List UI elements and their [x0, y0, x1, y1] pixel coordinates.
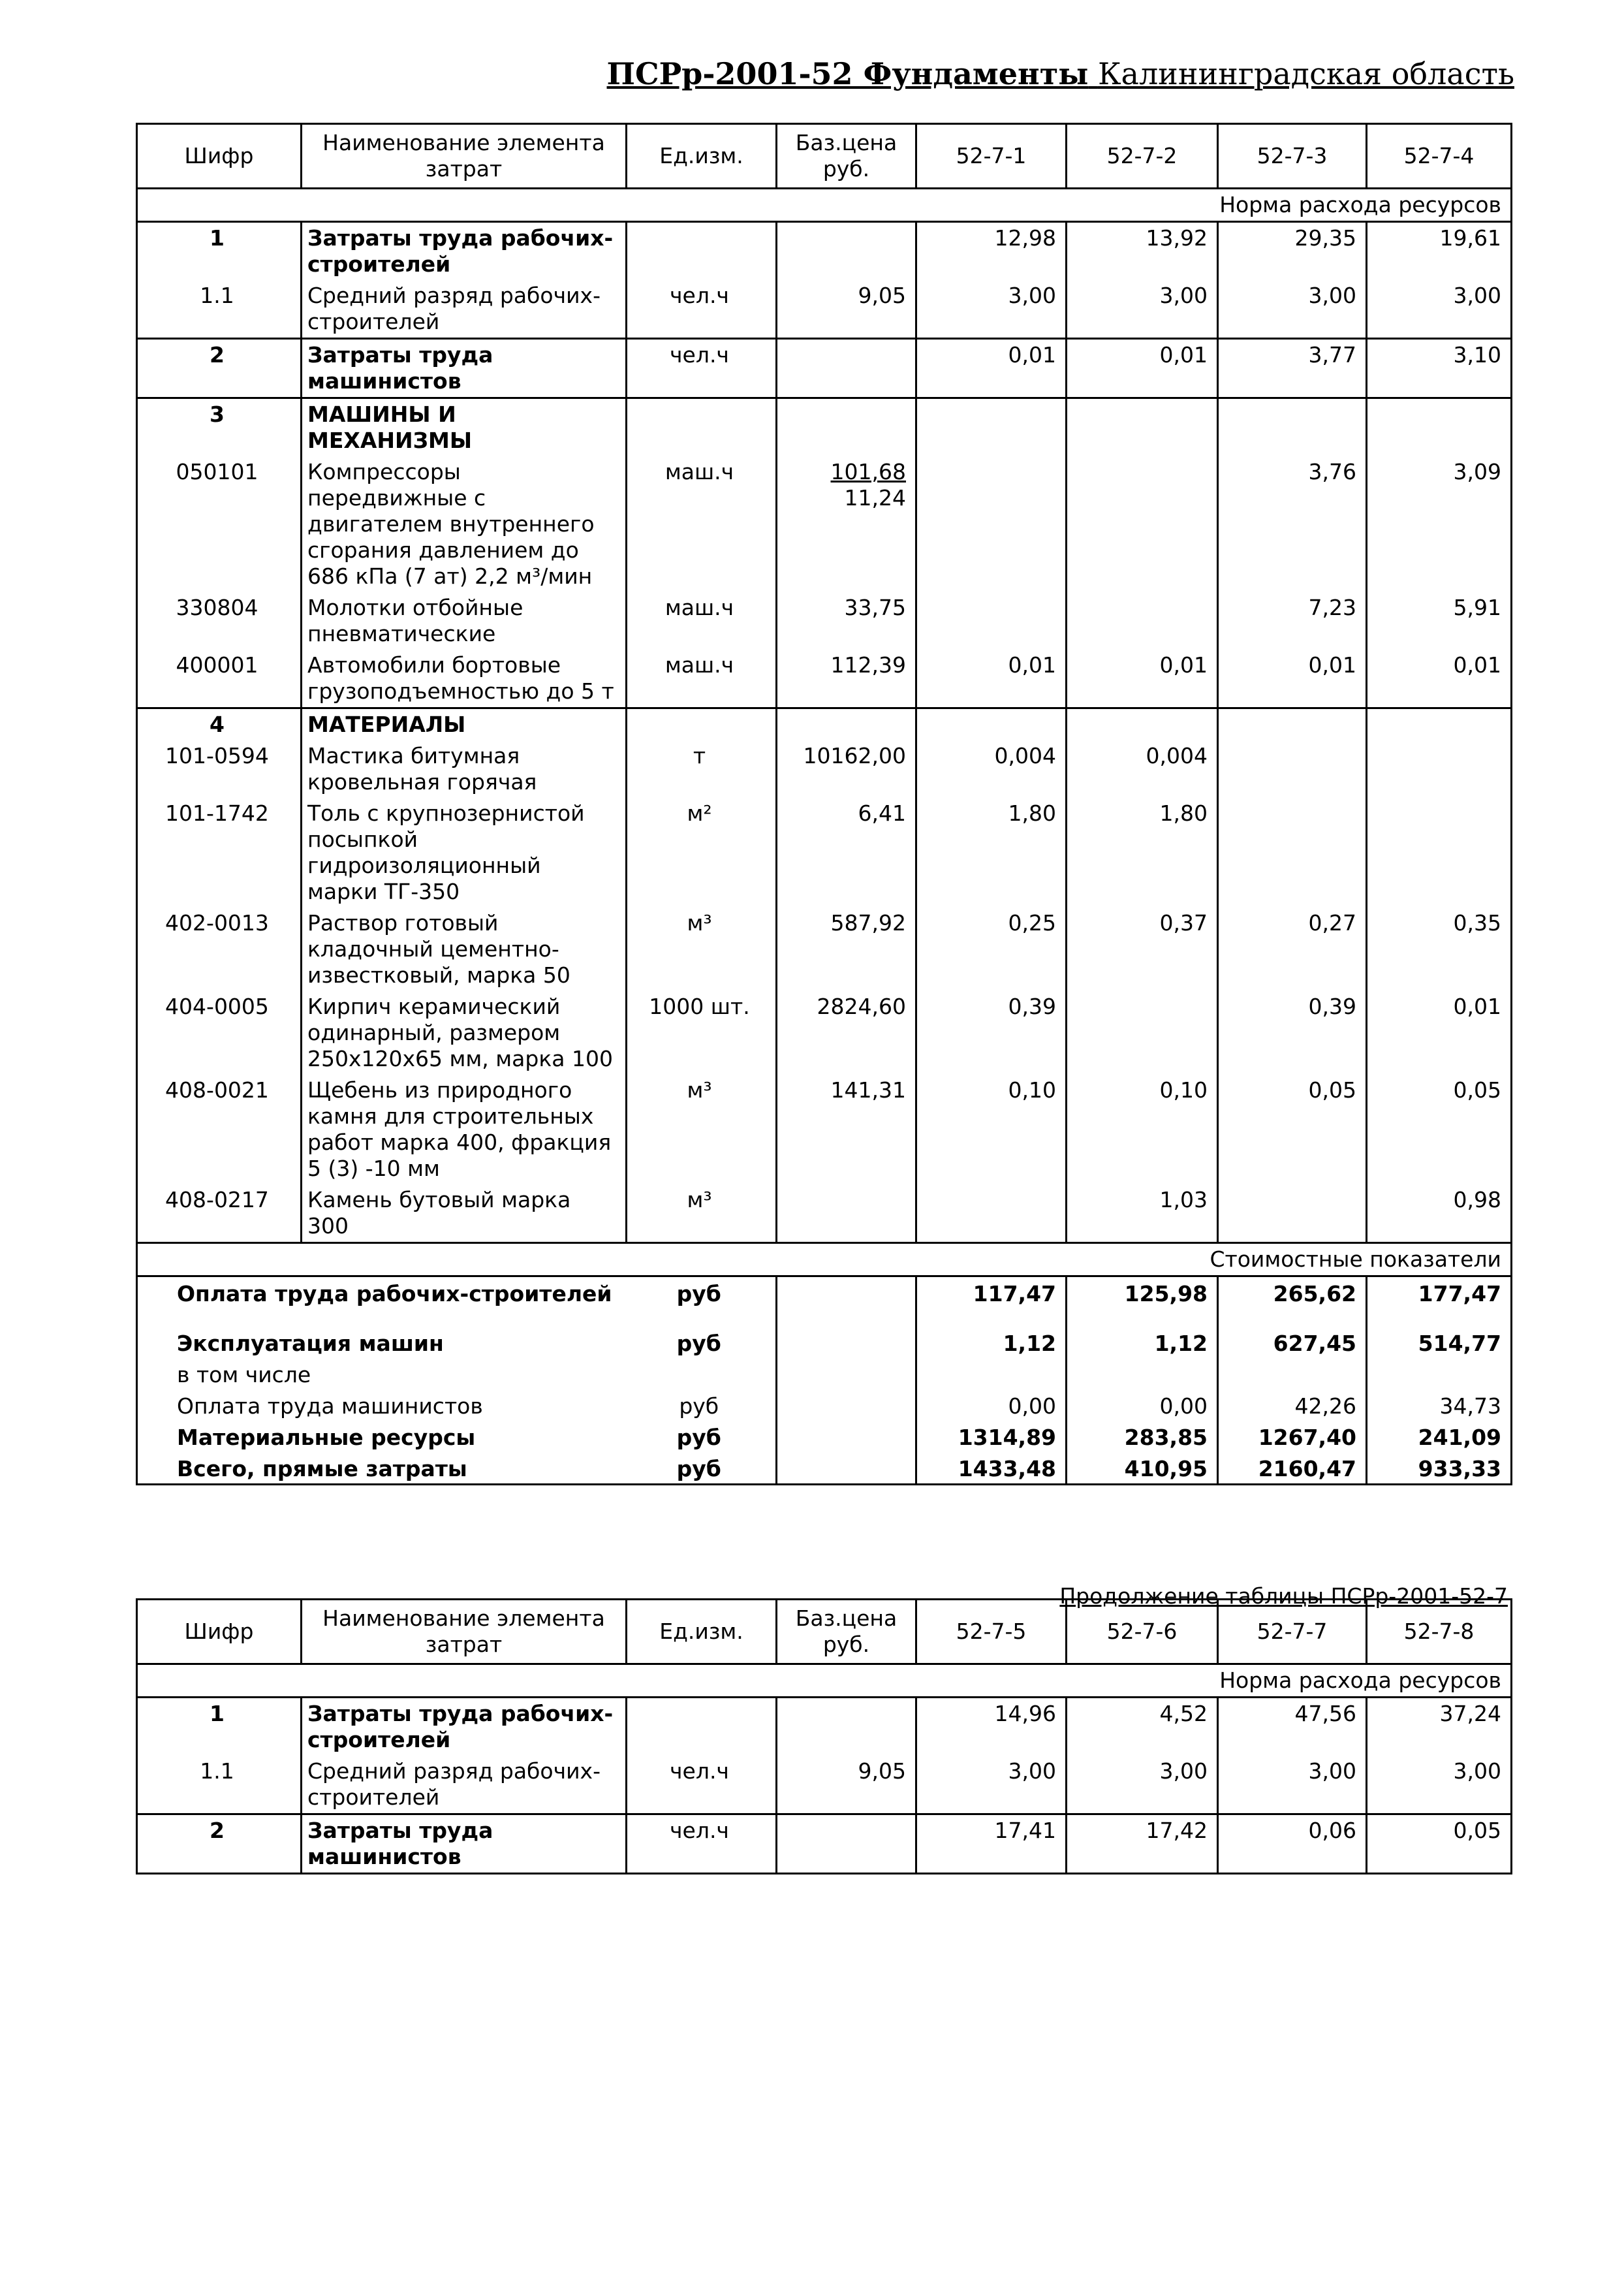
summary-value — [1218, 1358, 1367, 1389]
cell-value — [1367, 398, 1512, 457]
table-row — [137, 280, 1512, 339]
summary-row — [137, 1389, 1512, 1421]
price-value: 2824,60 — [817, 994, 906, 1019]
cell-price — [777, 1184, 916, 1243]
cell-value — [916, 456, 1067, 592]
table-row — [137, 1814, 1512, 1874]
cell-name: Молотки отбойные пневматические — [302, 592, 627, 650]
cell-value — [916, 1184, 1067, 1243]
summary-row — [137, 1358, 1512, 1389]
cell-value — [1067, 708, 1218, 741]
table-row — [137, 1075, 1512, 1184]
cell-price — [777, 650, 916, 708]
summary-value: 1433,48 — [916, 1452, 1067, 1485]
cell-price — [777, 398, 916, 457]
cell-code: 2 — [137, 1814, 302, 1874]
table-row — [137, 398, 1512, 457]
cell-value — [1067, 398, 1218, 457]
resource-table-1 — [136, 123, 1512, 1485]
cell-code: 3 — [137, 398, 302, 457]
table-row — [137, 339, 1512, 398]
cell-code: 1 — [137, 1698, 302, 1756]
cell-name: Раствор готовый кладочный цементно-известковый, марка 50 — [302, 908, 627, 991]
summary-value: 283,85 — [1067, 1421, 1218, 1452]
col-header-52-7-3: 52-7-3 — [1218, 124, 1367, 189]
price-value: 33,75 — [844, 595, 906, 620]
cell-unit: м³ — [627, 908, 777, 991]
cell-value: 14,96 — [916, 1698, 1067, 1756]
summary-value: 1,12 — [1067, 1308, 1218, 1358]
cell-value: 0,01 — [1367, 650, 1512, 708]
cell-value: 0,37 — [1067, 908, 1218, 991]
price-value: 587,92 — [830, 910, 906, 936]
summary-value: 627,45 — [1218, 1308, 1367, 1358]
cell-unit — [627, 398, 777, 457]
cell-code: 101-1742 — [137, 798, 302, 908]
cell-value: 3,00 — [1067, 1756, 1218, 1814]
cell-value: 0,01 — [1218, 650, 1367, 708]
summary-value: 241,09 — [1367, 1421, 1512, 1452]
summary-value: 265,62 — [1218, 1276, 1367, 1309]
summary-row — [137, 1276, 1512, 1309]
cell-unit: м² — [627, 798, 777, 908]
cell-value — [1218, 740, 1367, 798]
summary-value: 2160,47 — [1218, 1452, 1367, 1485]
cell-value: 0,98 — [1367, 1184, 1512, 1243]
cell-value: 0,39 — [916, 991, 1067, 1075]
summary-value: 933,33 — [1367, 1452, 1512, 1485]
cell-price — [777, 456, 916, 592]
cell-value: 0,05 — [1218, 1075, 1367, 1184]
summary-unit: руб — [627, 1276, 777, 1309]
cell-unit: чел.ч — [627, 280, 777, 339]
summary-value: 0,00 — [916, 1389, 1067, 1421]
summary-price-empty — [777, 1358, 916, 1389]
cell-value: 0,01 — [1067, 339, 1218, 398]
cell-unit: м³ — [627, 1075, 777, 1184]
cell-value: 0,25 — [916, 908, 1067, 991]
cell-unit: чел.ч — [627, 1756, 777, 1814]
cell-unit: 1000 шт. — [627, 991, 777, 1075]
cell-value — [916, 708, 1067, 741]
page-header — [607, 56, 1514, 91]
cell-name: Кирпич керамический одинарный, размером 250x120x65 мм, марка 100 — [302, 991, 627, 1075]
summary-price-empty — [777, 1276, 916, 1309]
cell-name: Компрессоры передвижные с двигателем внутреннего сгорания давлением до 686 кПа (7 ат) 2,2 м³/мин — [302, 456, 627, 592]
cell-value: 3,00 — [1367, 280, 1512, 339]
col-header-52-7-1: 52-7-1 — [916, 124, 1067, 189]
cell-value: 0,06 — [1218, 1814, 1367, 1874]
cell-value: 0,27 — [1218, 908, 1367, 991]
table-row — [137, 708, 1512, 741]
header-region: Калининградская область — [1097, 56, 1514, 91]
cell-unit — [627, 222, 777, 281]
price-value: 112,39 — [830, 652, 906, 678]
band-norms: Норма расхода ресурсов — [137, 189, 1512, 222]
band-row — [137, 1243, 1512, 1276]
summary-value: 34,73 — [1367, 1389, 1512, 1421]
summary-unit: руб — [627, 1421, 777, 1452]
cell-value: 0,004 — [1067, 740, 1218, 798]
col-header-52-7-2: 52-7-2 — [1067, 124, 1218, 189]
cell-value: 3,00 — [1067, 280, 1218, 339]
table-row — [137, 798, 1512, 908]
cell-code: 1.1 — [137, 280, 302, 339]
price-value-2: 11,24 — [844, 485, 906, 511]
cell-value: 3,00 — [916, 280, 1067, 339]
cell-price — [777, 740, 916, 798]
table-row — [137, 650, 1512, 708]
summary-price-empty — [777, 1421, 916, 1452]
band-row — [137, 189, 1512, 222]
table-header-row — [137, 124, 1512, 189]
cell-price — [777, 339, 916, 398]
cell-value: 7,23 — [1218, 592, 1367, 650]
summary-value: 117,47 — [916, 1276, 1067, 1309]
cell-unit — [627, 708, 777, 741]
cell-name: Мастика битумная кровельная горячая — [302, 740, 627, 798]
table-row — [137, 1756, 1512, 1814]
summary-unit: руб — [627, 1389, 777, 1421]
cell-value — [1367, 740, 1512, 798]
summary-value: 1314,89 — [916, 1421, 1067, 1452]
summary-unit — [627, 1358, 777, 1389]
cell-name: МАТЕРИАЛЫ — [302, 708, 627, 741]
cell-value — [1218, 1184, 1367, 1243]
cell-name: Затраты труда рабочих-строителей — [302, 222, 627, 281]
cell-price — [777, 280, 916, 339]
table-row — [137, 908, 1512, 991]
col-header-price: Баз.цена руб. — [777, 124, 916, 189]
table-header-row — [137, 1600, 1512, 1664]
cell-code: 4 — [137, 708, 302, 741]
cell-name: Средний разряд рабочих-строителей — [302, 280, 627, 339]
cell-price — [777, 1698, 916, 1756]
summary-value: 1,12 — [916, 1308, 1067, 1358]
cell-price — [777, 592, 916, 650]
cell-price — [777, 908, 916, 991]
table-row — [137, 1184, 1512, 1243]
summary-label: Материальные ресурсы — [137, 1421, 627, 1452]
cell-unit: т — [627, 740, 777, 798]
col-header-name: Наименование элемента затрат — [302, 1600, 627, 1664]
col-header-unit: Ед.изм. — [627, 1600, 777, 1664]
cell-value: 17,41 — [916, 1814, 1067, 1874]
summary-label: Оплата труда машинистов — [137, 1389, 627, 1421]
cell-value: 0,01 — [1067, 650, 1218, 708]
cell-name: Щебень из природного камня для строительных работ марка 400, фракция 5 (3) -10 мм — [302, 1075, 627, 1184]
cell-value: 0,05 — [1367, 1075, 1512, 1184]
continuation-caption: Продолжение таблицы ПСРр-2001-52-7 — [1059, 1583, 1508, 1609]
cell-value: 0,39 — [1218, 991, 1367, 1075]
cell-value: 3,00 — [1367, 1756, 1512, 1814]
summary-row — [137, 1452, 1512, 1485]
cell-value: 0,004 — [916, 740, 1067, 798]
summary-value: 410,95 — [1067, 1452, 1218, 1485]
cell-value — [1067, 991, 1218, 1075]
cell-code: 1 — [137, 222, 302, 281]
price-value: 6,41 — [858, 800, 906, 826]
price-value: 141,31 — [830, 1077, 906, 1103]
table-row — [137, 740, 1512, 798]
summary-value — [1367, 1358, 1512, 1389]
col-header-unit: Ед.изм. — [627, 124, 777, 189]
cell-value — [1218, 708, 1367, 741]
summary-unit: руб — [627, 1308, 777, 1358]
band-row — [137, 1664, 1512, 1698]
cell-value: 0,10 — [1067, 1075, 1218, 1184]
col-header-code: Шифр — [137, 124, 302, 189]
cell-value: 3,09 — [1367, 456, 1512, 592]
cell-unit — [627, 1698, 777, 1756]
header-code-title: ПСРр-2001-52 Фундаменты — [606, 56, 1089, 91]
cell-value: 0,01 — [1367, 991, 1512, 1075]
table-row — [137, 1698, 1512, 1756]
cell-value — [1067, 456, 1218, 592]
cell-unit: маш.ч — [627, 592, 777, 650]
price-value: 10162,00 — [803, 743, 906, 768]
summary-value — [916, 1358, 1067, 1389]
cell-value: 1,03 — [1067, 1184, 1218, 1243]
cell-value: 5,91 — [1367, 592, 1512, 650]
cell-price — [777, 1075, 916, 1184]
col-header-name: Наименование элемента затрат — [302, 124, 627, 189]
cell-code: 402-0013 — [137, 908, 302, 991]
summary-label: Оплата труда рабочих-строителей — [137, 1276, 627, 1309]
price-value: 101,68 — [830, 459, 906, 484]
summary-price-empty — [777, 1389, 916, 1421]
cell-value: 3,77 — [1218, 339, 1367, 398]
cell-price — [777, 1756, 916, 1814]
summary-unit: руб — [627, 1452, 777, 1485]
cell-value: 0,35 — [1367, 908, 1512, 991]
cell-value — [916, 592, 1067, 650]
cell-name: Автомобили бортовые грузоподъемностью до 5 т — [302, 650, 627, 708]
summary-value: 42,26 — [1218, 1389, 1367, 1421]
cell-unit: маш.ч — [627, 650, 777, 708]
col-header-code: Шифр — [137, 1600, 302, 1664]
cell-code: 050101 — [137, 456, 302, 592]
cell-code: 404-0005 — [137, 991, 302, 1075]
table-row — [137, 991, 1512, 1075]
cell-value: 3,00 — [1218, 280, 1367, 339]
cell-code: 330804 — [137, 592, 302, 650]
cell-value: 3,10 — [1367, 339, 1512, 398]
table-row — [137, 222, 1512, 281]
cell-code: 400001 — [137, 650, 302, 708]
cell-value: 3,76 — [1218, 456, 1367, 592]
cell-value: 19,61 — [1367, 222, 1512, 281]
summary-price-empty — [777, 1452, 916, 1485]
table-row — [137, 592, 1512, 650]
table-row — [137, 456, 1512, 592]
col-header-52-7-6: 52-7-6 — [1067, 1600, 1218, 1664]
col-header-price: Баз.цена руб. — [777, 1600, 916, 1664]
col-header-52-7-4: 52-7-4 — [1367, 124, 1512, 189]
summary-value: 1267,40 — [1218, 1421, 1367, 1452]
cell-value — [1367, 798, 1512, 908]
cell-value — [1367, 708, 1512, 741]
summary-value: 0,00 — [1067, 1389, 1218, 1421]
cell-unit: чел.ч — [627, 1814, 777, 1874]
cell-name: Толь с крупнозернистой посыпкой гидроизоляционный марки ТГ-350 — [302, 798, 627, 908]
summary-value: 514,77 — [1367, 1308, 1512, 1358]
summary-value — [1067, 1358, 1218, 1389]
cell-name: Затраты труда машинистов — [302, 339, 627, 398]
cell-name: Затраты труда машинистов — [302, 1814, 627, 1874]
cell-value: 4,52 — [1067, 1698, 1218, 1756]
summary-value: 125,98 — [1067, 1276, 1218, 1309]
summary-value: 177,47 — [1367, 1276, 1512, 1309]
cell-price — [777, 222, 916, 281]
summary-price-empty — [777, 1308, 916, 1358]
cell-value: 29,35 — [1218, 222, 1367, 281]
col-header-52-7-5: 52-7-5 — [916, 1600, 1067, 1664]
cell-price — [777, 991, 916, 1075]
cell-code: 2 — [137, 339, 302, 398]
col-header-52-7-8: 52-7-8 — [1367, 1600, 1512, 1664]
cell-value: 0,01 — [916, 339, 1067, 398]
resource-table-2 — [136, 1598, 1512, 1874]
cell-value — [1218, 398, 1367, 457]
cell-name: Камень бутовый марка 300 — [302, 1184, 627, 1243]
cell-code: 408-0217 — [137, 1184, 302, 1243]
cell-value: 17,42 — [1067, 1814, 1218, 1874]
cell-price — [777, 798, 916, 908]
cell-value: 12,98 — [916, 222, 1067, 281]
cell-code: 101-0594 — [137, 740, 302, 798]
summary-label: Всего, прямые затраты — [137, 1452, 627, 1485]
cell-value — [1218, 798, 1367, 908]
col-header-52-7-7: 52-7-7 — [1218, 1600, 1367, 1664]
summary-row — [137, 1308, 1512, 1358]
summary-row — [137, 1421, 1512, 1452]
cell-name: Затраты труда рабочих-строителей — [302, 1698, 627, 1756]
cell-unit: чел.ч — [627, 339, 777, 398]
cell-value: 0,05 — [1367, 1814, 1512, 1874]
cell-value: 0,10 — [916, 1075, 1067, 1184]
cell-name: Средний разряд рабочих-строителей — [302, 1756, 627, 1814]
cell-unit: м³ — [627, 1184, 777, 1243]
cell-price — [777, 708, 916, 741]
cell-code: 408-0021 — [137, 1075, 302, 1184]
cell-value — [1067, 592, 1218, 650]
cell-value: 3,00 — [916, 1756, 1067, 1814]
price-value: 9,05 — [858, 1758, 906, 1784]
cell-code: 1.1 — [137, 1756, 302, 1814]
cell-value: 3,00 — [1218, 1756, 1367, 1814]
cell-value: 13,92 — [1067, 222, 1218, 281]
band-costs: Стоимостные показатели — [137, 1243, 1512, 1276]
cell-value: 1,80 — [1067, 798, 1218, 908]
summary-label: в том числе — [137, 1358, 627, 1389]
cell-value: 1,80 — [916, 798, 1067, 908]
cell-unit: маш.ч — [627, 456, 777, 592]
band-norms: Норма расхода ресурсов — [137, 1664, 1512, 1698]
cell-value: 0,01 — [916, 650, 1067, 708]
cell-value — [916, 398, 1067, 457]
summary-label: Эксплуатация машин — [137, 1308, 627, 1358]
cell-value: 47,56 — [1218, 1698, 1367, 1756]
cell-value: 37,24 — [1367, 1698, 1512, 1756]
cell-name: МАШИНЫ И МЕХАНИЗМЫ — [302, 398, 627, 457]
price-value: 9,05 — [858, 283, 906, 308]
cell-price — [777, 1814, 916, 1874]
